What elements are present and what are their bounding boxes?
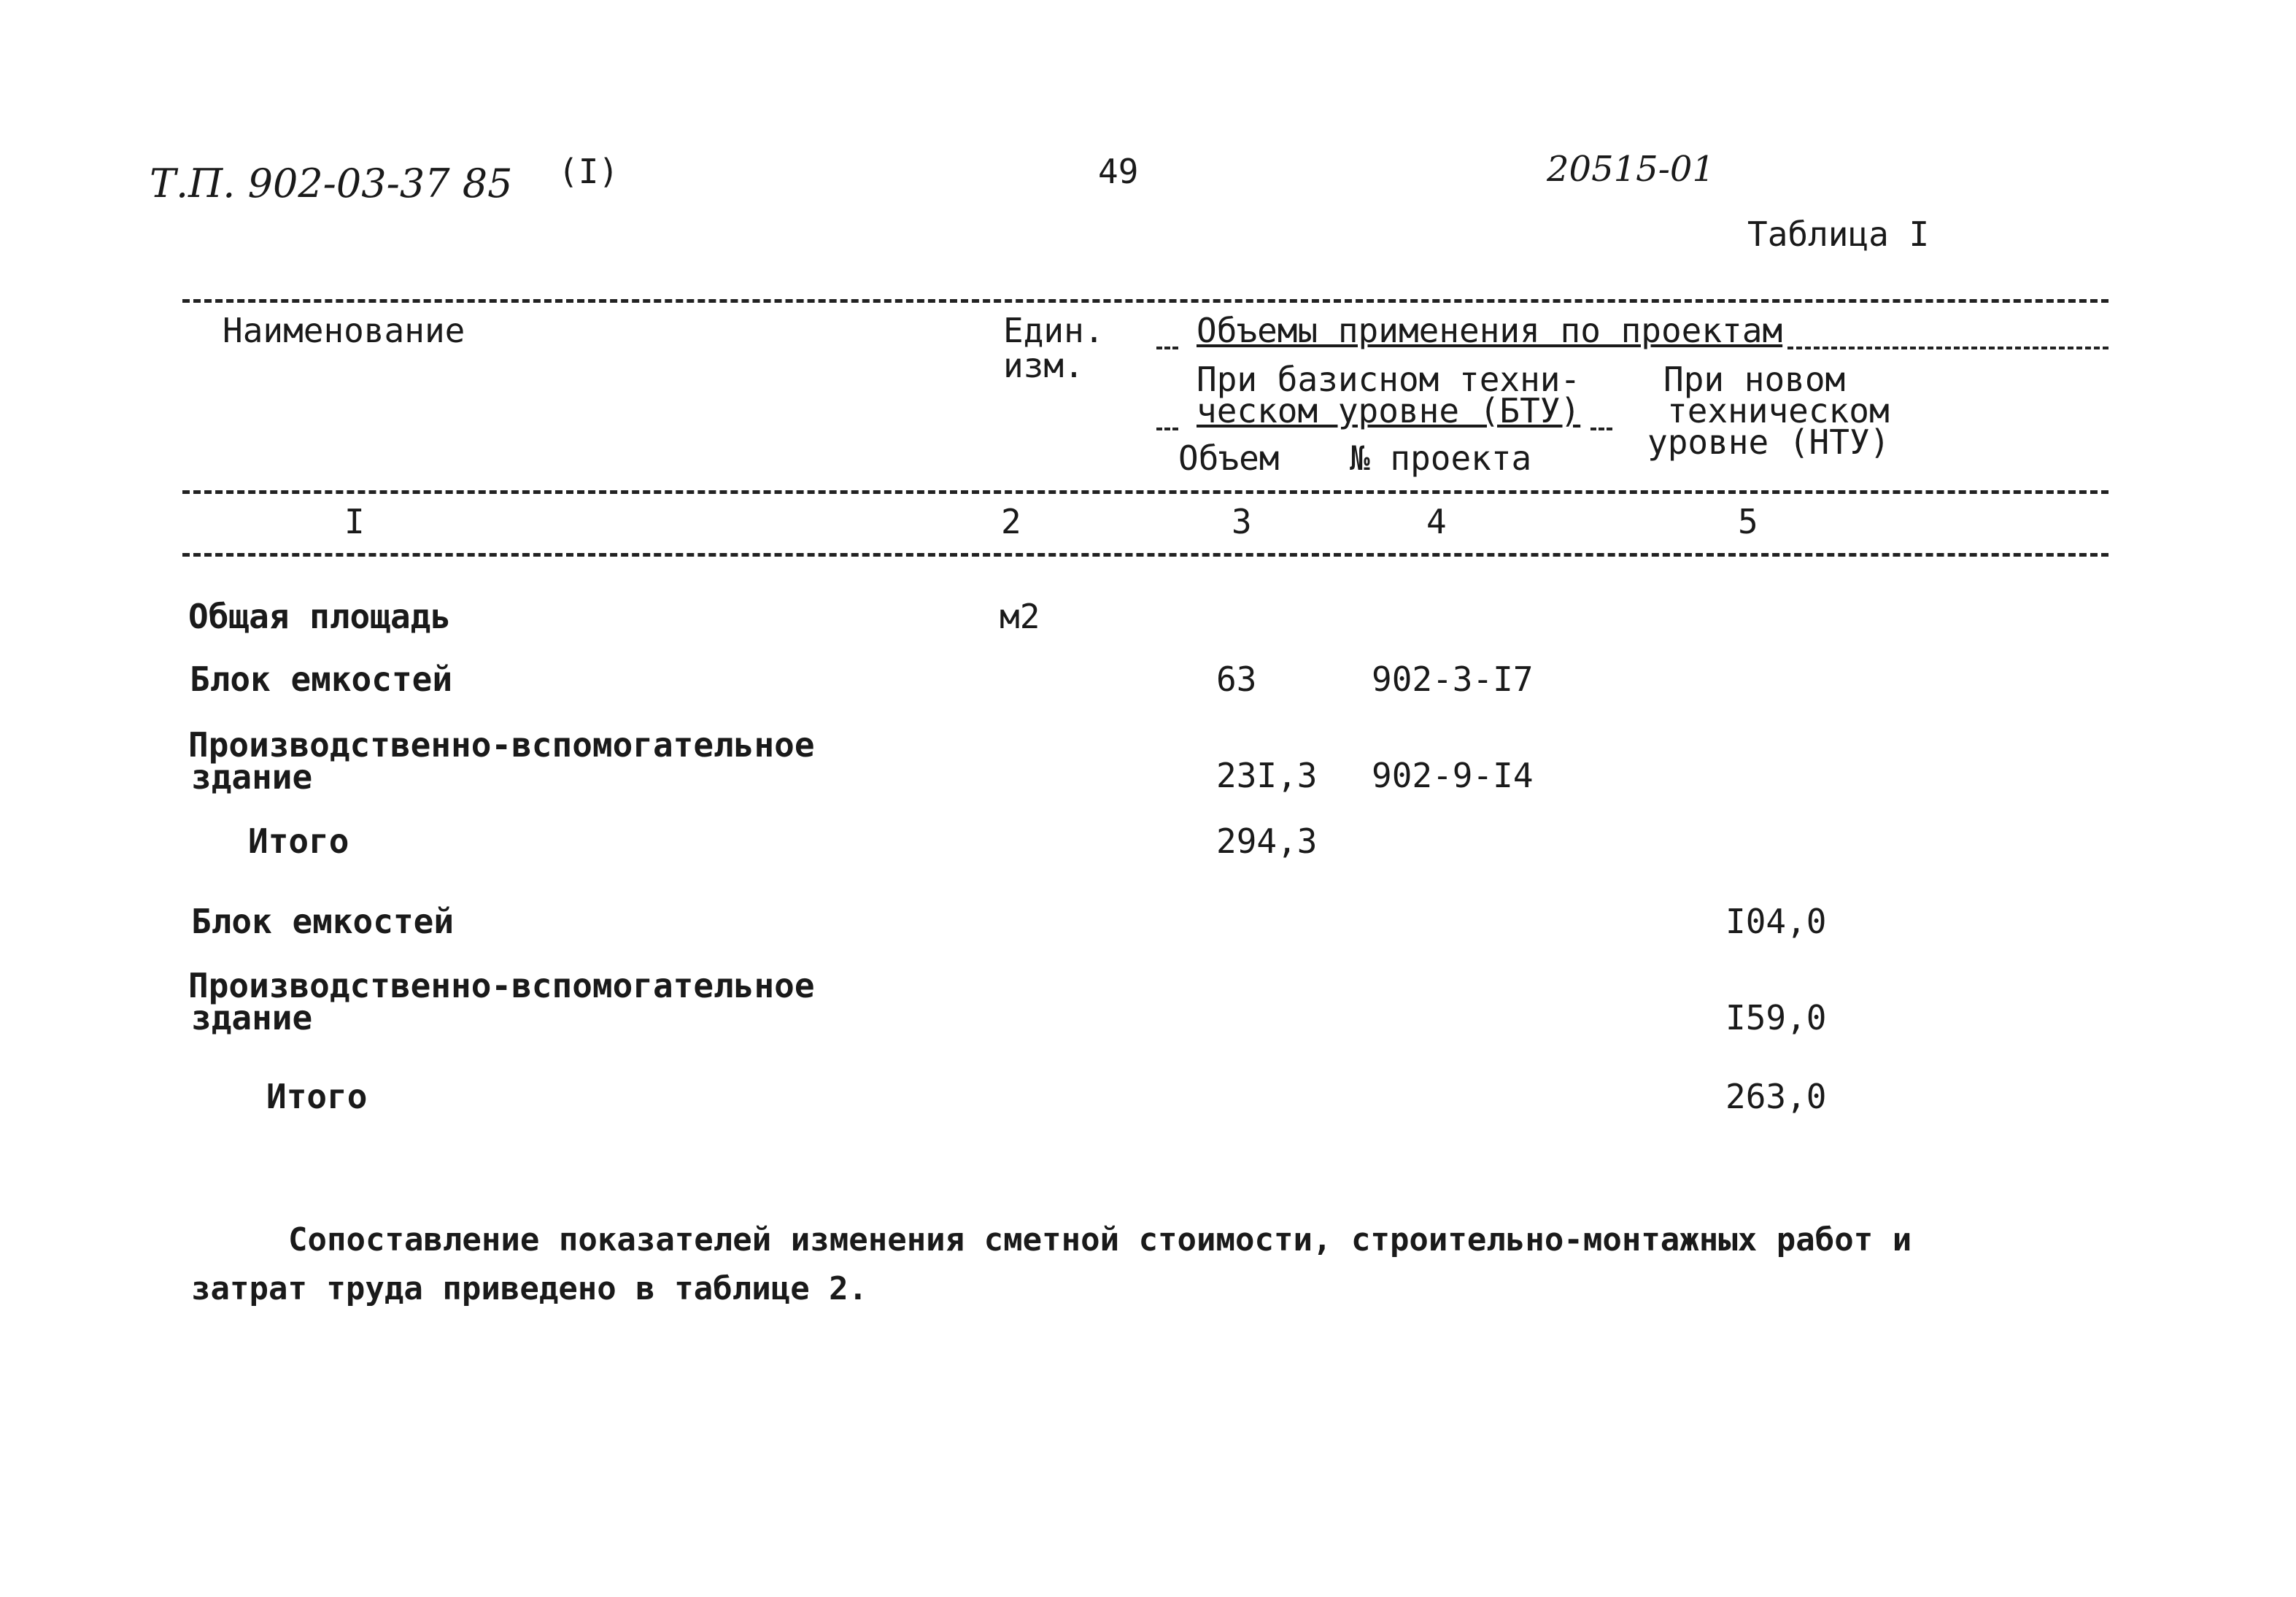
- row-total-ntu-name: Итого: [266, 1077, 368, 1116]
- ntu-header-line1: При новом: [1663, 360, 1846, 399]
- row-tank-block-btu-volume: 63: [1216, 660, 1257, 699]
- row-tank-block-ntu-value: I04,0: [1725, 902, 1827, 941]
- footer-paragraph-line2: затрат труда приведено в таблице 2.: [191, 1270, 868, 1307]
- ntu-header-line2: техническом: [1667, 391, 1890, 430]
- row-aux-building-ntu-value: I59,0: [1725, 998, 1827, 1037]
- column-number-2: 2: [1001, 502, 1021, 541]
- page-number: 49: [1098, 152, 1139, 191]
- row-aux-building-btu-volume: 23I,3: [1216, 756, 1318, 795]
- column-number-4: 4: [1426, 502, 1447, 541]
- table-top-rule: [182, 299, 2108, 303]
- column-number-5: 5: [1738, 502, 1758, 541]
- row-aux-building-ntu-name-line2: здание: [191, 998, 313, 1037]
- header-bottom-rule: [182, 490, 2108, 494]
- row-aux-building-btu-project: 902-9-I4: [1372, 756, 1534, 795]
- document-code: Т.П. 902-03-37 85: [150, 161, 513, 206]
- column-header-unit-line1: Един.: [1003, 311, 1105, 350]
- btu-project-header: № проекта: [1350, 438, 1532, 478]
- column-number-1: I: [344, 502, 365, 541]
- group-header: Объемы применения по проектам: [1197, 311, 1783, 350]
- btu-header-rule-right: [1590, 428, 1612, 430]
- table-label: Таблица I: [1747, 214, 1930, 254]
- row-total-btu-name: Итого: [248, 821, 349, 861]
- column-number-3: 3: [1232, 502, 1252, 541]
- group-header-rule-right: [1787, 347, 2108, 349]
- row-aux-building-btu-name-line1: Производственно-вспомогательное: [188, 725, 815, 765]
- row-total-ntu-value: 263,0: [1725, 1077, 1827, 1116]
- row-tank-block-ntu-name: Блок емкостей: [191, 902, 455, 941]
- btu-volume-header: Объем: [1178, 438, 1280, 478]
- row-aux-building-ntu-name-line1: Производственно-вспомогательное: [188, 966, 815, 1005]
- numbers-bottom-rule: [182, 553, 2108, 557]
- row-tank-block-btu-name: Блок емкостей: [190, 660, 453, 699]
- row-tank-block-btu-project: 902-3-I7: [1372, 660, 1534, 699]
- column-header-unit-line2: изм.: [1003, 346, 1084, 385]
- row-total-area-unit: м2: [1000, 597, 1040, 636]
- ntu-header-line3: уровне (НТУ): [1647, 422, 1890, 462]
- row-total-btu-volume: 294,3: [1216, 821, 1318, 861]
- archive-number: 20515-01: [1547, 149, 1715, 190]
- row-aux-building-btu-name-line2: здание: [191, 757, 313, 797]
- btu-header-line2: ческом уровне (БТУ): [1197, 391, 1581, 430]
- footer-paragraph-line1: Сопоставление показателей изменения сметной стоимости, строительно-монтажных работ и: [288, 1221, 1912, 1258]
- part-number: (I): [558, 152, 619, 191]
- group-header-rule-left: [1156, 347, 1178, 349]
- row-total-area-name: Общая площадь: [188, 597, 452, 636]
- btu-header-rule-left: [1156, 428, 1178, 430]
- btu-header-line1: При базисном техни-: [1197, 360, 1581, 399]
- column-header-name: Наименование: [223, 311, 465, 350]
